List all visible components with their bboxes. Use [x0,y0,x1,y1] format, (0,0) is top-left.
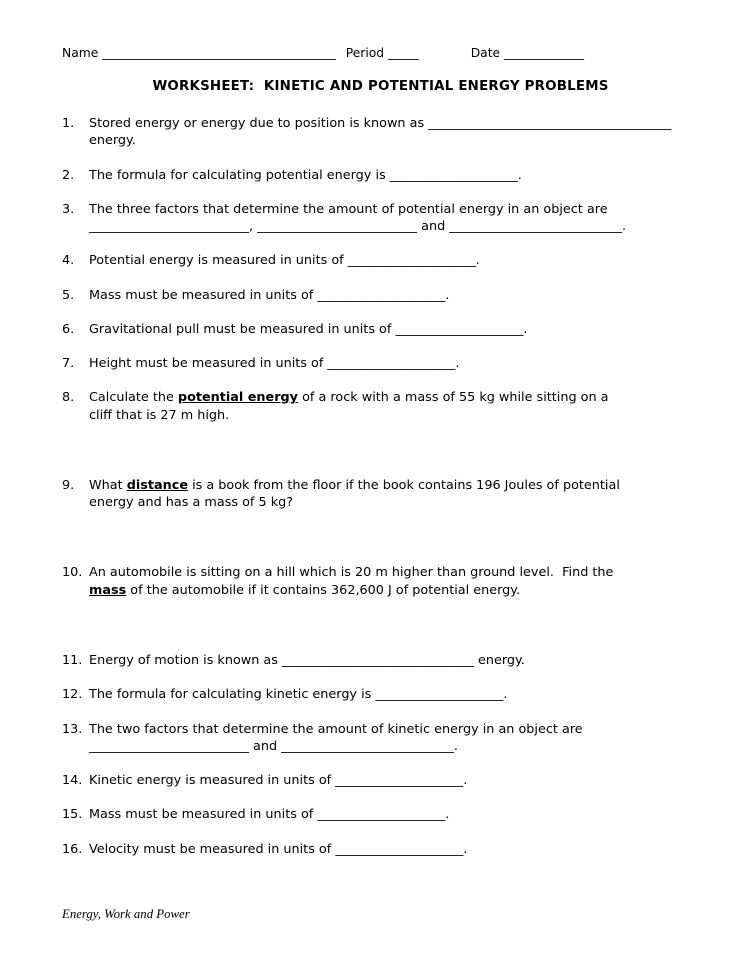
worksheet-item [62,252,699,269]
worksheet-item [62,564,699,599]
worksheet-item [62,841,699,858]
item-text: Mass must be measured in units of ____________________. [89,807,450,823]
worksheet-item [62,201,699,236]
item-number: 1. [62,116,75,131]
date-blank: _____________ [504,46,584,60]
item-number: 11. [62,652,83,668]
worksheet-item [62,167,699,184]
item-text: Gravitational pull must be measured in units of ____________________. [89,321,528,337]
worksheet-item [62,287,699,304]
item-text: Velocity must be measured in units of ____________________. [89,841,468,857]
item-number: 7. [62,356,75,372]
item-number: 9. [62,477,75,493]
item-number: 4. [62,253,75,269]
item-text: The three factors that determine the amount of potential energy in an object are _________________________, _________________________ and ___________________________. [89,201,627,235]
item-number: 5. [62,287,75,303]
item-number: 12. [62,687,83,703]
item-number: 8. [62,390,75,406]
name-label: Name [62,46,99,60]
period-label: Period [345,46,385,60]
worksheet-list [62,115,699,858]
emphasized-term: distance [126,477,188,493]
item-number: 3. [62,201,75,217]
item-number: 13. [62,721,83,737]
worksheet-item [62,355,699,372]
item-text: An automobile is sitting on a hill which is 20 m higher than ground level. Find the mass of the automobile if it contains 362,600 J of potential energy. [89,565,614,598]
worksheet-item [62,389,699,424]
worksheet-item [62,806,699,823]
item-number: 16. [62,841,83,857]
item-text: Potential energy is measured in units of ____________________. [89,253,480,269]
worksheet-item [62,321,699,338]
item-text: Kinetic energy is measured in units of ____________________. [89,773,468,789]
item-text: The formula for calculating kinetic energy is ____________________. [89,687,508,703]
period-blank: _____ [388,46,419,60]
worksheet-item [62,652,699,669]
item-text: Mass must be measured in units of ____________________. [89,287,450,303]
item-text: Energy of motion is known as ______________________________ energy. [89,652,525,668]
header [62,46,699,60]
worksheet-item [62,721,699,756]
item-number: 2. [62,167,75,183]
item-text: Calculate the potential energy of a rock with a mass of 55 kg while sitting on a cliff that is 27 m high. [89,390,609,423]
worksheet-item [62,477,699,512]
item-text: Stored energy or energy due to position is known as ______________________________________ energy. [89,116,672,149]
worksheet-item [62,115,699,150]
item-text: The two factors that determine the amount of kinetic energy in an object are _________________________ and ___________________________. [89,721,583,754]
item-text: What distance is a book from the floor if the book contains 196 Joules of potential energy and has a mass of 5 kg? [89,477,620,511]
item-number: 10. [62,565,83,581]
footer-text: Energy, Work and Power [62,907,190,921]
worksheet-title: WORKSHEET: KINETIC AND POTENTIAL ENERGY PROBLEMS [152,79,609,94]
item-number: 15. [62,807,83,823]
item-text: The formula for calculating potential energy is ____________________. [89,167,522,183]
name-blank: ______________________________________ [102,46,336,60]
worksheet-item [62,772,699,789]
emphasized-term: potential energy [177,390,299,406]
date-label: Date [470,46,501,60]
item-text: Height must be measured in units of ____________________. [89,356,460,372]
emphasized-term: mass [89,582,127,598]
item-number: 14. [62,773,83,789]
item-number: 6. [62,321,75,337]
worksheet-item [62,686,699,703]
